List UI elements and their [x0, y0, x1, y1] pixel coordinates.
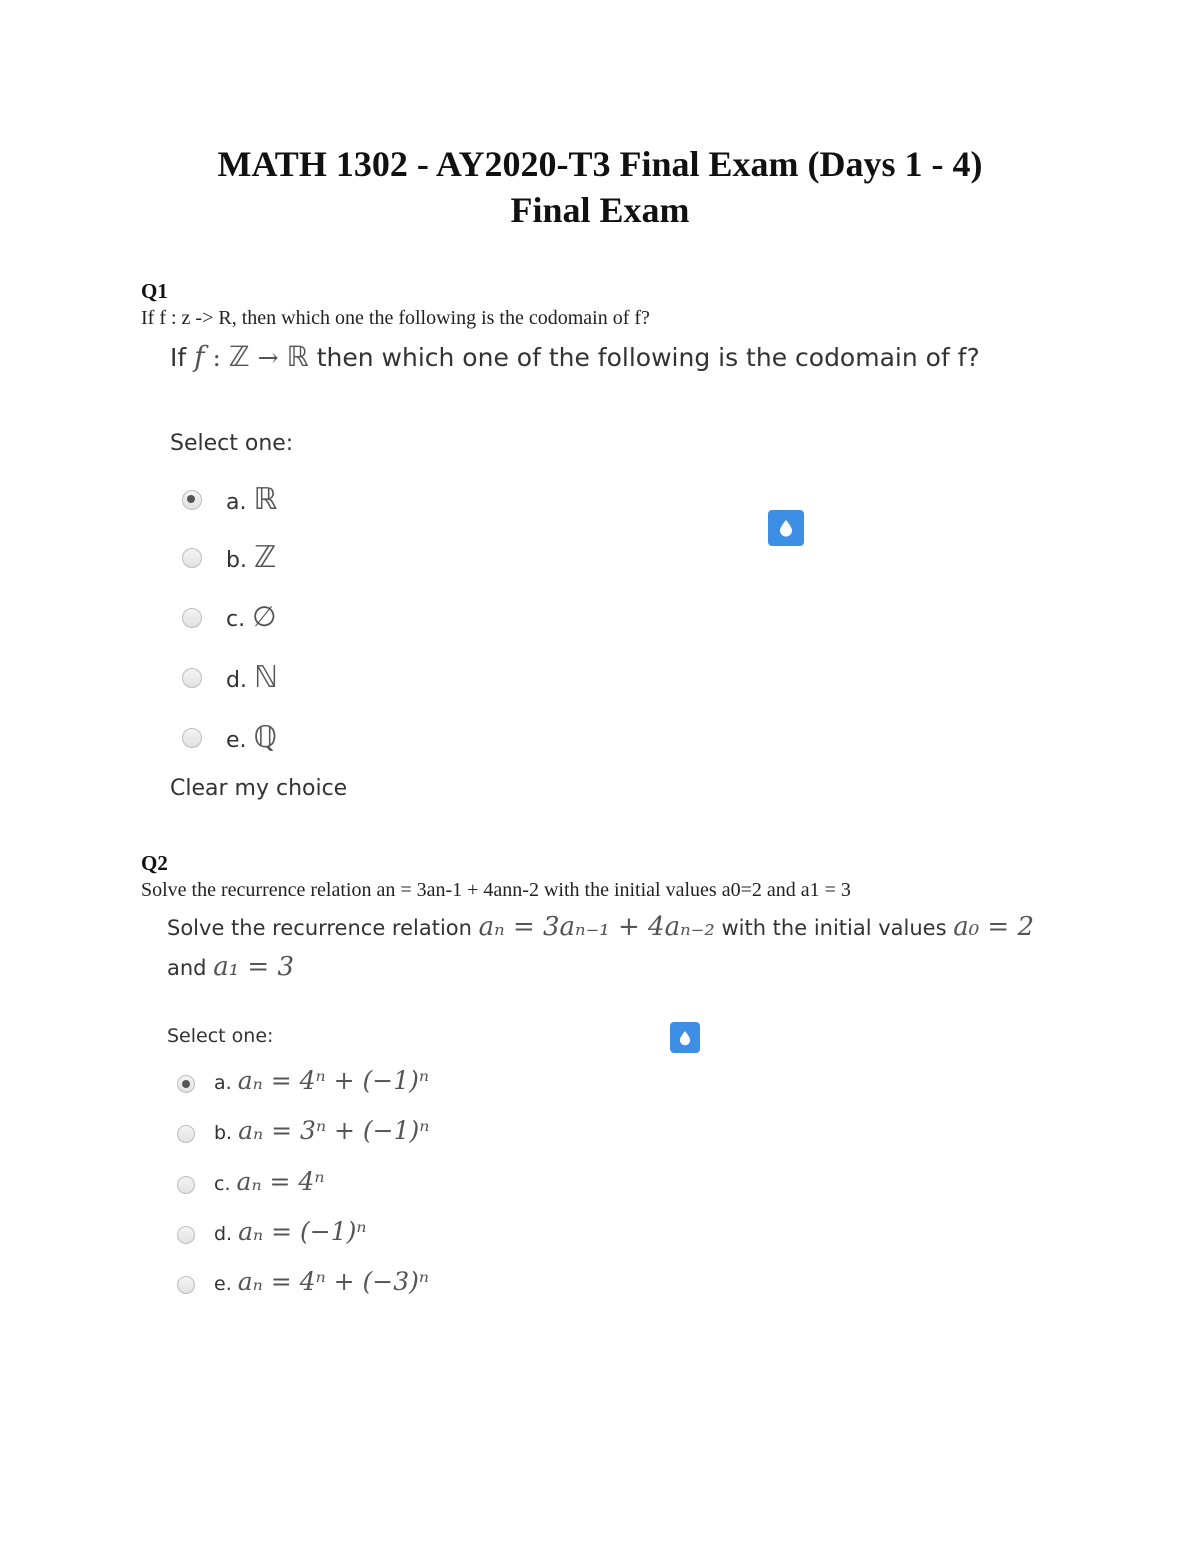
q1-option-c-value: ∅: [252, 600, 277, 633]
q2-option-e-letter: e.: [214, 1273, 232, 1295]
q2-radio-a[interactable]: [177, 1075, 195, 1093]
q1-prompt-r: ℝ: [286, 340, 309, 373]
q1-radio-c[interactable]: [182, 608, 202, 628]
q2-prompt-text2: with the initial values: [721, 916, 947, 940]
q2-option-b-value: aₙ = 3ⁿ + (−1)ⁿ: [238, 1116, 430, 1145]
q2-option-d-letter: d.: [214, 1223, 233, 1245]
q1-option-b-letter: b.: [226, 548, 247, 573]
q1-radio-b[interactable]: [182, 548, 202, 568]
q2-flag-button[interactable]: [670, 1022, 700, 1053]
q1-select-one: Select one:: [170, 431, 294, 456]
q1-prompt-z: ℤ: [228, 340, 250, 373]
q2-prompt-line1: [167, 912, 1034, 942]
q1-prompt-f: f: [194, 340, 205, 373]
q2-option-a-letter: a.: [214, 1072, 232, 1094]
page-title-line1: MATH 1302 - AY2020-T3 Final Exam (Days 1 - 4): [217, 144, 983, 184]
q1-prompt: [170, 340, 980, 373]
q2-label: Q2: [141, 851, 168, 875]
q2-prompt-text1: Solve the recurrence relation: [167, 916, 472, 940]
q1-option-e-letter: e.: [226, 728, 247, 753]
q1-flag-button[interactable]: [768, 510, 804, 546]
q2-radio-e[interactable]: [177, 1276, 195, 1294]
q1-prompt-pre: If: [170, 343, 187, 372]
q1-radio-d[interactable]: [182, 668, 202, 688]
q2-option-e-value: aₙ = 4ⁿ + (−3)ⁿ: [237, 1267, 430, 1296]
q1-radio-e[interactable]: [182, 728, 202, 748]
page-title-line2: Final Exam: [510, 190, 690, 230]
q1-option-c-letter: c.: [226, 607, 246, 632]
q2-prompt-math1: aₙ = 3aₙ₋₁ + 4aₙ₋₂: [478, 912, 715, 942]
q2-typed-question: Solve the recurrence relation an = 3an-1 + 4ann-2 with the initial values a0=2 and a1 = 3: [141, 879, 851, 901]
q2-radio-b[interactable]: [177, 1125, 195, 1143]
q1-option-d-value: ℕ: [253, 660, 278, 695]
q2-prompt-line2: [167, 952, 294, 982]
q1-clear-choice-link[interactable]: Clear my choice: [170, 776, 348, 801]
water-drop-icon: [779, 519, 793, 537]
q1-option-d-letter: d.: [226, 668, 247, 693]
q2-prompt-math2: a₀ = 2: [953, 912, 1035, 942]
q1-prompt-arrow: →: [257, 343, 279, 372]
q1-label: Q1: [141, 279, 168, 303]
q1-prompt-post: then which one of the following is the codomain of f?: [316, 343, 980, 372]
q1-prompt-colon: :: [212, 343, 221, 372]
water-drop-icon: [679, 1030, 691, 1046]
q2-option-c-value: aₙ = 4ⁿ: [236, 1167, 325, 1196]
q2-radio-c[interactable]: [177, 1176, 195, 1194]
q1-option-e-value: ℚ: [253, 720, 278, 755]
q2-select-one: Select one:: [167, 1025, 274, 1047]
q2-option-d-value: aₙ = (−1)ⁿ: [238, 1217, 367, 1246]
q2-radio-d[interactable]: [177, 1226, 195, 1244]
q1-radio-a[interactable]: [182, 490, 202, 510]
q1-option-a-value: ℝ: [253, 482, 278, 517]
q1-option-a-letter: a.: [226, 490, 247, 515]
q2-option-c-letter: c.: [214, 1173, 231, 1195]
q2-prompt-math3: a₁ = 3: [213, 952, 294, 982]
q2-option-a-value: aₙ = 4ⁿ + (−1)ⁿ: [237, 1066, 429, 1095]
q1-typed-question: If f : z -> R, then which one the following is the codomain of f?: [141, 307, 650, 329]
q1-option-b-value: ℤ: [253, 540, 277, 575]
q2-prompt-text3: and: [167, 956, 207, 980]
q2-option-b-letter: b.: [214, 1122, 233, 1144]
